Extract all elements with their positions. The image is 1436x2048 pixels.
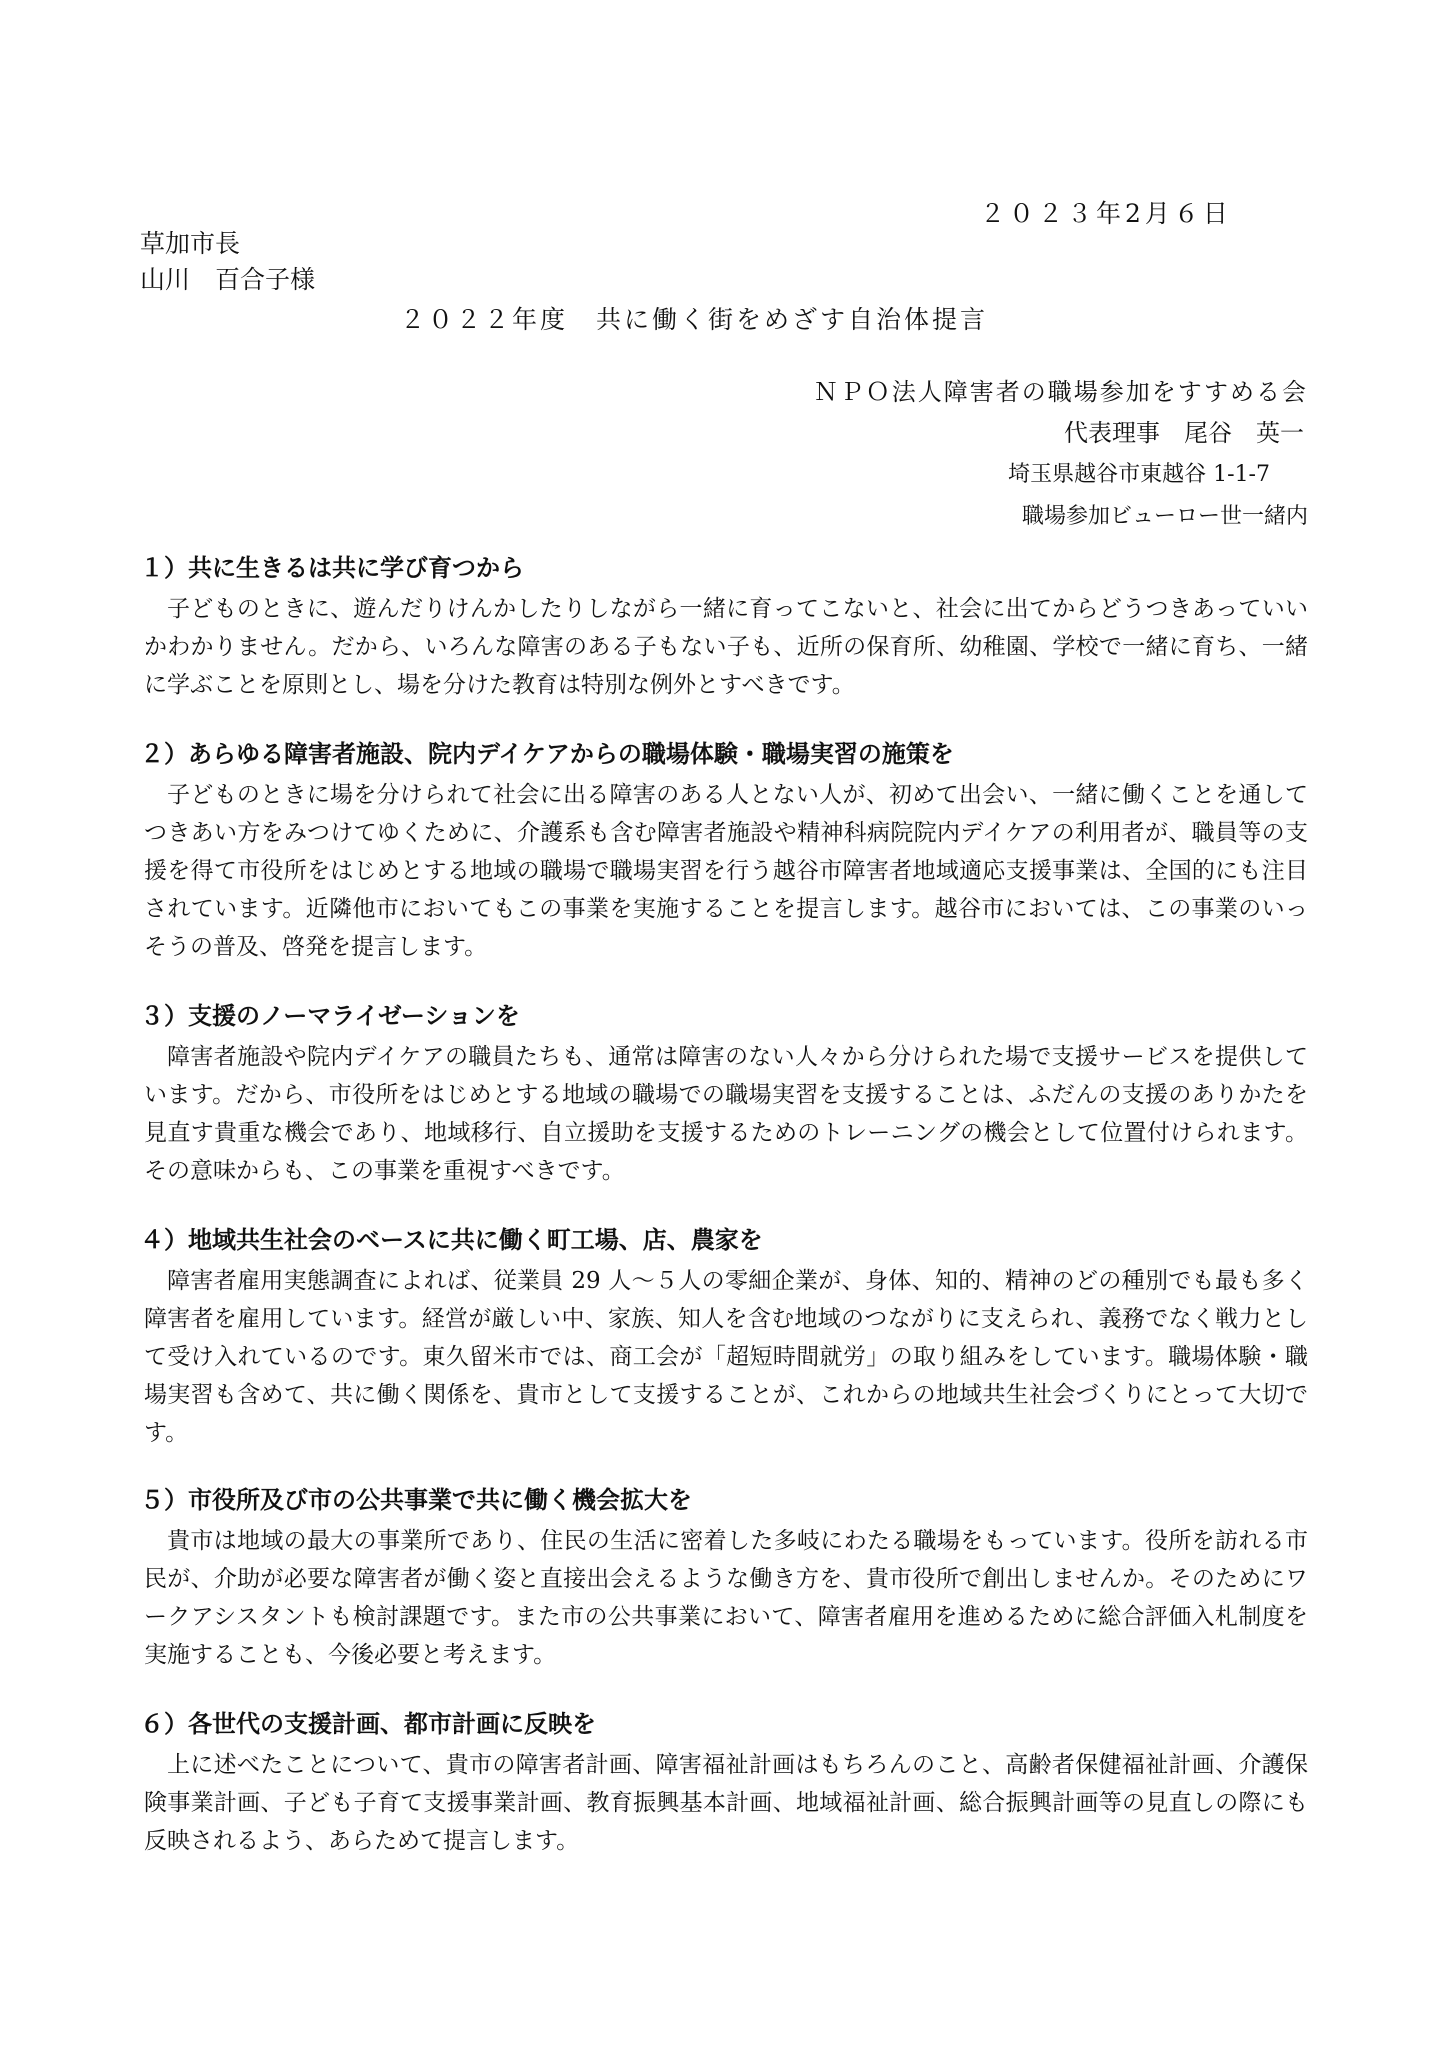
section-body: 子どものときに場を分けられて社会に出る障害のある人とない人が、初めて出会い、一緒に働くことを通してつきあい方をみつけてゆくために、介護系も含む障害者施設や精神科病院院内デイケアの利用者が、職員等の支援を得て市役所をはじめとする地域の職場で職場実習を行う越谷市障害者地域適応支援事業は、全国的にも注目されています。近隣他市においてもこの事業を実施することを提言します。越谷市においては、この事業のいっそうの普及、啓発を提言します。 [144,782,1308,960]
section-heading: １）共に生きるは共に学び育つから [140,554,524,582]
section-body: 子どものときに、遊んだりけんかしたりしながら一緒に育ってこないと、社会に出てからどうつきあっていいかわかりません。だから、いろんな障害のある子もない子も、近所の保育所、幼稚園、学校で一緒に育ち、一緒に学ぶことを原則とし、場を分けた教育は特別な例外とすべきです。 [144,596,1308,698]
sender-representative: 代表理事 尾谷 英一 [1064,419,1304,447]
section-body: 障害者施設や院内デイケアの職員たちも、通常は障害のない人々から分けられた場で支援サービスを提供しています。だから、市役所をはじめとする地域の職場での職場実習を支援することは、ふだんの支援のありかたを見直す貴重な機会であり、地域移行、自立援助を支援するためのトレーニングの機会として位置付けられます。その意味からも、この事業を重視すべきです。 [144,1044,1308,1184]
proposal-section-5 [140,1480,1308,1674]
proposal-section-6 [140,1704,1308,1860]
proposal-section-2 [140,734,1308,966]
document-title: ２０２２年度 共に働く街をめざす自治体提言 [400,305,989,334]
section-heading: ６）各世代の支援計画、都市計画に反映を [140,1710,596,1738]
sender-organization: ＮＰＯ法人障害者の職場参加をすすめる会 [813,378,1308,406]
letter-date: ２０２３年2月６日 [980,199,1232,228]
section-body: 上に述べたことについて、貴市の障害者計画、障害福祉計画はもちろんのこと、高齢者保健福祉計画、介護保険事業計画、子ども子育て支援事業計画、教育振興基本計画、地域福祉計画、総合振興計画等の見直しの際にも反映されるよう、あらためて提言します。 [144,1752,1308,1854]
section-body: 貴市は地域の最大の事業所であり、住民の生活に密着した多岐にわたる職場をもっています。役所を訪れる市民が、介助が必要な障害者が働く姿と直接出会えるような働き方を、貴市役所で創出しませんか。そのためにワークアシスタントも検討課題です。また市の公共事業において、障害者雇用を進めるために総合評価入札制度を実施することも、今後必要と考えます。 [144,1528,1308,1668]
proposal-section-4 [140,1220,1308,1452]
proposal-section-3 [140,996,1308,1190]
section-heading: ５）市役所及び市の公共事業で共に働く機会拡大を [140,1486,692,1514]
sender-office: 職場参加ビューロー世一緒内 [1021,504,1308,529]
proposal-section-1 [140,548,1308,704]
proposal-sections [140,548,1308,1890]
sender-address: 埼玉県越谷市東越谷 1-1-7 [1008,462,1270,487]
sender-block [814,372,1308,538]
section-body: 障害者雇用実態調査によれば、従業員 29 人～５人の零細企業が、身体、知的、精神のどの種別でも最も多く障害者を雇用しています。経営が厳しい中、家族、知人を含む地域のつながりに支えられ、義務でなく戦力として受け入れているのです。東久留米市では、商工会が「超短時間就労」の取り組みをしています。職場体験・職場実習も含めて、共に働く関係を、貴市として支援することが、これからの地域共生社会づくりにとって大切です。 [144,1268,1308,1446]
recipient-block [140,226,315,298]
recipient-title: 草加市長 [140,229,241,258]
recipient-name: 山川 百合子様 [140,265,316,294]
section-heading: ２）あらゆる障害者施設、院内デイケアからの職場体験・職場実習の施策を [140,740,954,768]
section-heading: ４）地域共生社会のベースに共に働く町工場、店、農家を [140,1226,763,1254]
section-heading: ３）支援のノーマライゼーションを [140,1002,520,1030]
